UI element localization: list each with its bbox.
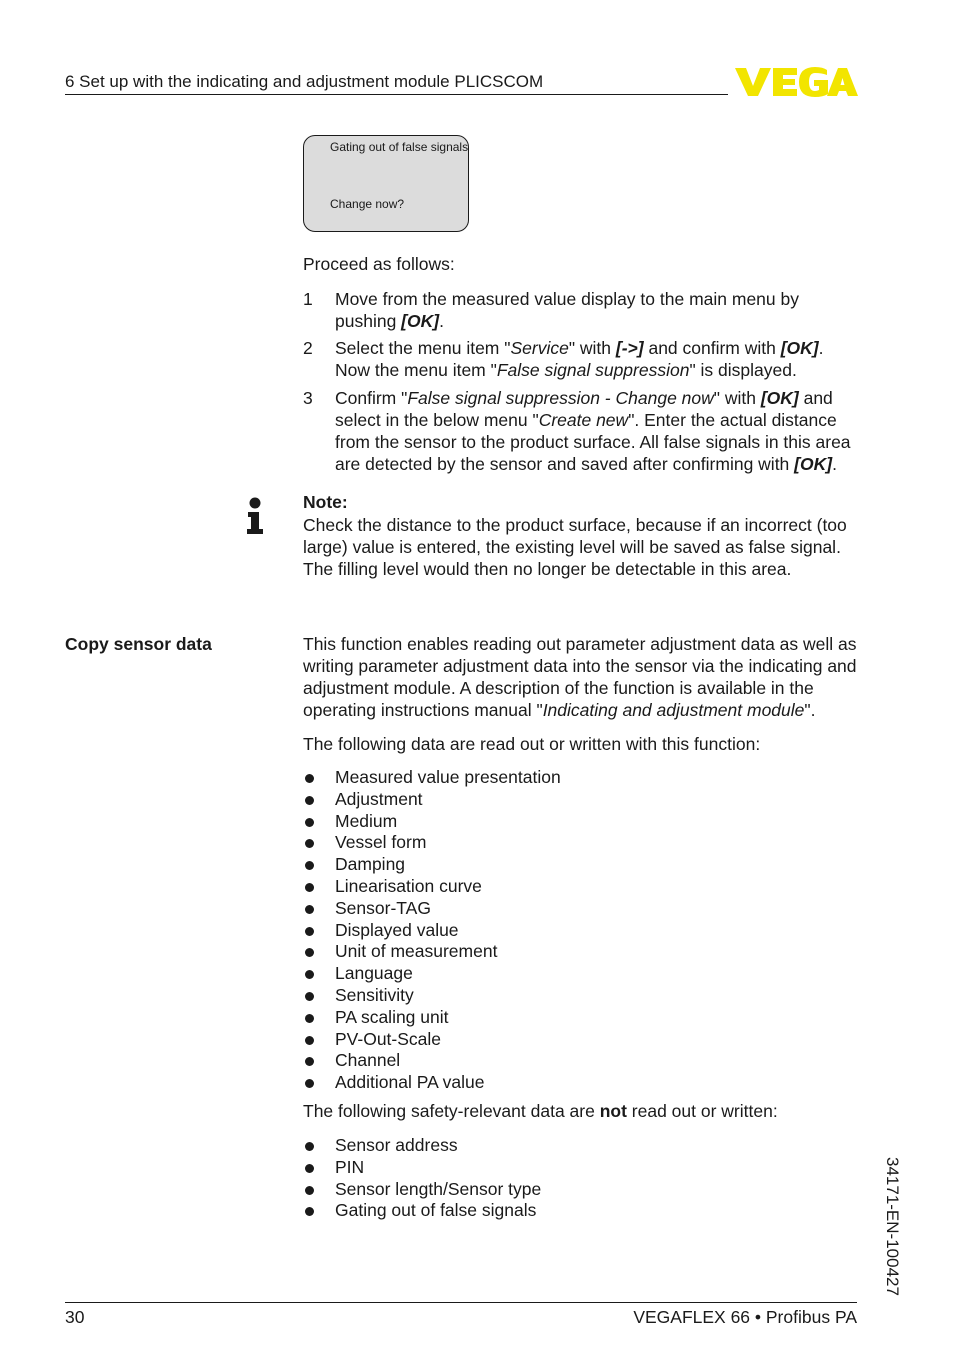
product-name: VEGAFLEX 66 • Profibus PA [633, 1307, 857, 1327]
step-1 [303, 288, 859, 332]
list-item-label: Channel [335, 1050, 401, 1071]
list-item [303, 898, 859, 920]
step-text: Select the menu item "Service" with [->] and confirm with [OK]. Now the menu item "False signal suppression" is displayed. [335, 338, 824, 380]
list-item [303, 941, 859, 963]
step-number: 2 [303, 338, 313, 358]
not-read-intro: The following safety-relevant data are not read out or written: [303, 1101, 778, 1121]
bullet-icon [303, 963, 335, 985]
step-text: Confirm "False signal suppression - Change now" with [OK] and select in the below menu "Create new". Enter the actual distance from the sensor to the product surface. All false signals in this area are detected by the sensor and saved after confirming with [OK]. [335, 388, 851, 474]
list-item-label: PIN [335, 1156, 365, 1177]
not-read-list [303, 1135, 859, 1222]
intro-text: Proceed as follows: [303, 254, 455, 274]
bullet-icon [303, 1029, 335, 1051]
list-item-label: Sensor-TAG [335, 897, 431, 918]
section-heading: Copy sensor data [65, 634, 212, 654]
list-item [303, 767, 859, 789]
list-item [303, 832, 859, 854]
list-item [303, 1029, 859, 1051]
list-item-label: Additional PA value [335, 1072, 485, 1093]
header-rule [65, 94, 728, 95]
step-2 [303, 337, 859, 381]
list-item [303, 963, 859, 985]
bullet-icon [303, 1050, 335, 1072]
document-code: 34171-EN-100427 [883, 1157, 902, 1296]
bullet-icon [303, 1072, 335, 1094]
step-number: 1 [303, 289, 313, 309]
bullet-icon [303, 898, 335, 920]
list-item-label: Displayed value [335, 919, 459, 940]
list-item [303, 876, 859, 898]
list-item [303, 789, 859, 811]
bullet-icon [303, 767, 335, 789]
note-body: Check the distance to the product surface, because if an incorrect (too large) value is entered, the existing level will be saved as false signal. The filling level would then no longer be detectable in this area. [303, 515, 847, 579]
list-item [303, 1050, 859, 1072]
list-item-label: Sensitivity [335, 984, 414, 1005]
list-item-label: Linearisation curve [335, 875, 482, 896]
bullet-icon [303, 1179, 335, 1201]
list-item [303, 854, 859, 876]
list-item [303, 811, 859, 833]
bullet-icon [303, 1135, 335, 1157]
step-3 [303, 387, 859, 475]
read-write-list [303, 767, 859, 1094]
list-item [303, 1179, 859, 1201]
list-item-label: PV-Out-Scale [335, 1028, 442, 1049]
display-line-gating: Gating out of false signals [330, 140, 469, 154]
bullet-icon [303, 876, 335, 898]
display-module [303, 135, 469, 232]
list-item-label: Unit of measurement [335, 941, 498, 962]
list-item [303, 1135, 859, 1157]
footer-rule [65, 1302, 857, 1303]
list-item-label: Damping [335, 854, 406, 875]
info-icon [245, 496, 265, 536]
list-item-label: Language [335, 963, 413, 984]
list-item-label: Sensor length/Sensor type [335, 1178, 542, 1199]
list-item-label: PA scaling unit [335, 1006, 449, 1027]
list-item-label: Sensor address [335, 1135, 458, 1155]
bullet-icon [303, 985, 335, 1007]
step-text: Move from the measured value display to the main menu by pushing [OK]. [335, 289, 799, 331]
list-item [303, 920, 859, 942]
list-item [303, 1072, 859, 1094]
note-title: Note: [303, 492, 348, 512]
bullet-icon [303, 1007, 335, 1029]
bullet-icon [303, 789, 335, 811]
list-item-label: Measured value presentation [335, 767, 561, 787]
list-item [303, 1007, 859, 1029]
list-item-label: Gating out of false signals [335, 1200, 537, 1221]
list-item-label: Adjustment [335, 788, 423, 809]
list-item-label: Medium [335, 810, 398, 831]
page-number: 30 [65, 1307, 85, 1327]
chapter-header: 6 Set up with the indicating and adjustment module PLICSCOM [65, 72, 544, 91]
list-item [303, 1200, 859, 1222]
copy-description: This function enables reading out parameter adjustment data as well as writing parameter adjustment data into the sensor via the indicating and adjustment module. A description of the function is available in the operating instructions manual "Indicating and adjustment module". [303, 634, 857, 720]
bullet-icon [303, 1200, 335, 1222]
display-line-change-now: Change now? [330, 197, 405, 211]
read-write-intro: The following data are read out or written with this function: [303, 734, 761, 754]
bullet-icon [303, 832, 335, 854]
bullet-icon [303, 941, 335, 963]
list-item [303, 1157, 859, 1179]
bullet-icon [303, 920, 335, 942]
bullet-icon [303, 854, 335, 876]
bullet-icon [303, 811, 335, 833]
list-item [303, 985, 859, 1007]
list-item-label: Vessel form [335, 832, 427, 853]
step-number: 3 [303, 388, 313, 408]
vega-logo [735, 66, 858, 98]
bullet-icon [303, 1157, 335, 1179]
